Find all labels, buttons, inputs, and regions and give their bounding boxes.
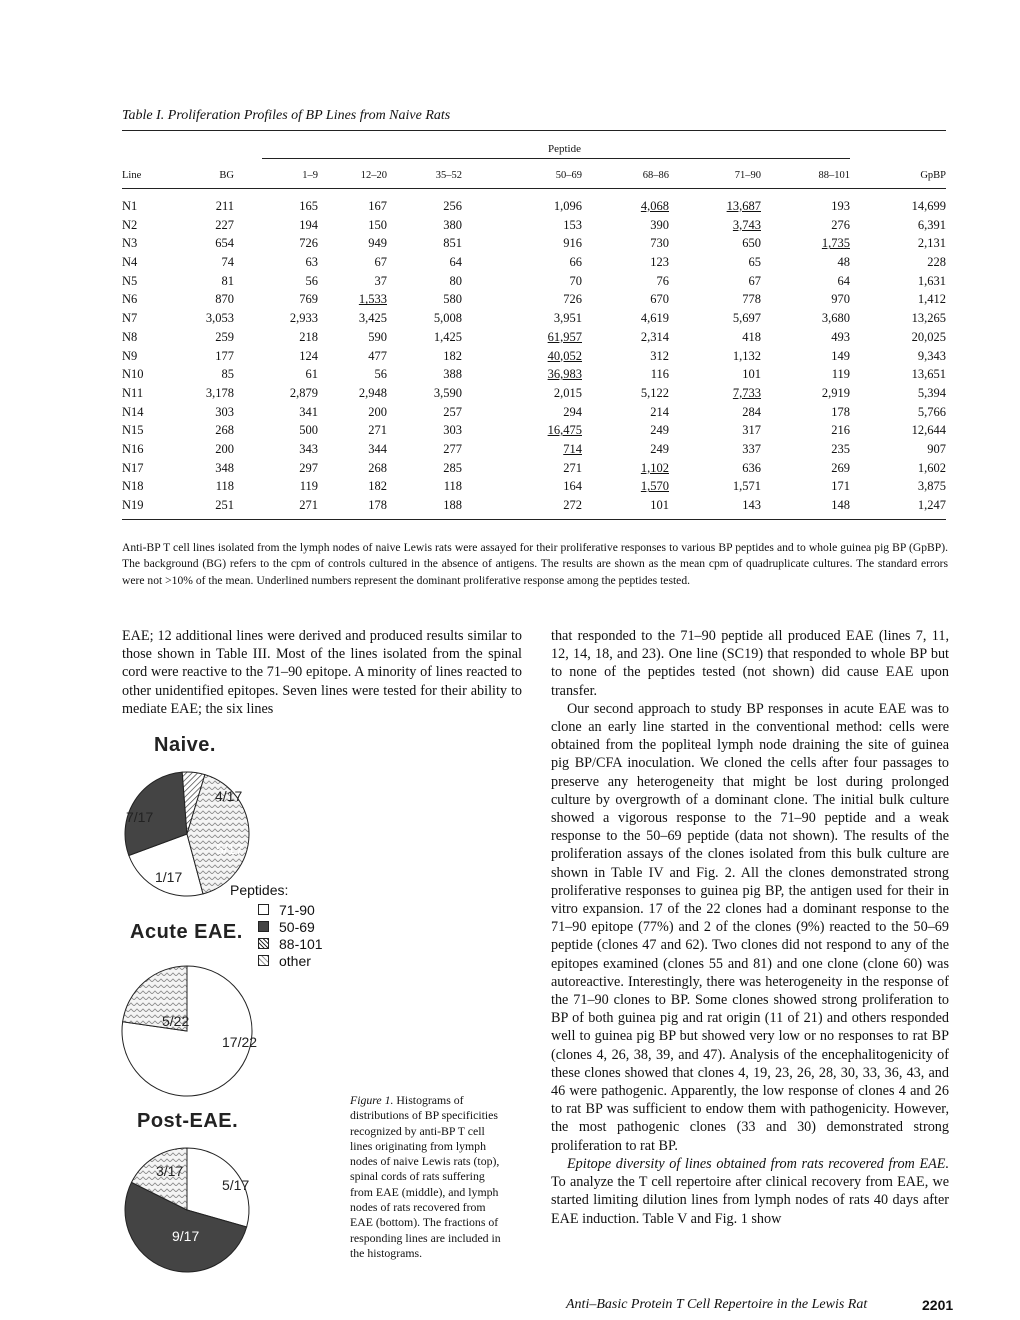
column-header: 71–90 [734,170,761,181]
left-column-text [122,627,522,718]
value-cell: 56 [305,273,318,288]
figure-1 [110,730,350,1290]
table-row [122,349,946,368]
line-cell: N6 [122,292,138,307]
line-cell: N8 [122,329,138,344]
value-cell: 769 [299,292,318,307]
section-subheading: Epitope diversity of lines obtained from rats recovered from EAE. [567,1155,949,1172]
value-cell: 312 [650,348,669,363]
value-cell: 580 [443,292,462,307]
value-cell: 228 [927,255,946,270]
value-cell: 388 [443,367,462,382]
column-header: 88–101 [818,170,850,181]
value-cell: 1,412 [917,292,946,307]
table-row [122,199,946,218]
value-cell: 256 [443,199,462,213]
value-cell: 200 [215,441,234,456]
right-paragraph-1: that responded to the 71–90 peptide all produced EAE (lines 7, 11, 12, 14, 18, and 23). One line (SC19) that responded to whole BP but to none of the peptides tested (not shown) did cause EAE upon transfer. [551,628,949,699]
value-cell: 101 [650,498,669,512]
value-cell: 276 [831,217,850,232]
column-header: GpBP [920,170,946,181]
value-cell: 269 [831,460,850,475]
value-cell: 285 [443,460,462,475]
value-cell: 5,697 [732,311,761,326]
value-cell: 970 [831,292,850,307]
line-cell: N16 [122,441,144,456]
line-cell: N18 [122,479,144,494]
value-cell: 171 [831,479,850,494]
value-cell: 670 [650,292,669,307]
value-cell: 1,570 [640,479,669,494]
value-cell: 477 [368,348,387,363]
value-cell: 268 [368,460,387,475]
value-cell: 200 [368,404,387,419]
naive-slice-label: 1/17 [155,869,183,885]
column-header: 12–20 [360,170,387,181]
value-cell: 65 [748,255,761,270]
value-cell: 500 [299,423,318,438]
value-cell: 67 [374,255,387,270]
value-cell: 284 [742,404,761,419]
line-cell: N5 [122,273,138,288]
value-cell: 2,015 [553,385,582,400]
value-cell: 726 [299,236,318,251]
value-cell: 337 [742,441,761,456]
value-cell: 178 [368,498,387,512]
value-cell: 249 [650,441,669,456]
value-cell: 4,619 [640,311,669,326]
value-cell: 188 [443,498,462,512]
value-cell: 63 [305,255,318,270]
value-cell: 916 [563,236,582,251]
value-cell: 178 [831,404,850,419]
value-cell: 167 [368,199,387,213]
value-cell: 271 [368,423,387,438]
value-cell: 294 [563,404,582,419]
value-cell: 317 [742,423,761,438]
line-cell: N4 [122,255,138,270]
value-cell: 216 [831,423,850,438]
right-column-text [551,627,949,1228]
table-row [122,367,946,386]
value-cell: 2,933 [289,311,318,326]
value-cell: 7,733 [732,385,761,400]
figure-caption-label: Figure 1. [350,1093,394,1107]
value-cell: 124 [299,348,318,363]
value-cell: 235 [831,441,850,456]
value-cell: 303 [215,404,234,419]
column-header: 35–52 [435,170,462,181]
value-cell: 5,008 [433,311,462,326]
value-cell: 259 [215,329,234,344]
value-cell: 81 [221,273,234,288]
value-cell: 654 [215,236,234,251]
value-cell: 390 [650,217,669,232]
value-cell: 249 [650,423,669,438]
value-cell: 182 [368,479,387,494]
value-cell: 3,053 [205,311,234,326]
value-cell: 343 [299,441,318,456]
value-cell: 3,425 [358,311,387,326]
value-cell: 40,052 [547,348,582,363]
value-cell: 149 [831,348,850,363]
value-cell: 257 [443,404,462,419]
table-bottom-rule [122,519,946,520]
right-paragraph-3-body: To analyze the T cell repertoire after clinical recovery from EAE, we started limiting dilution lines from lymph nodes of rats 40 days after EAE induction. Table V and Fig. 1 show [551,1174,949,1227]
line-cell: N3 [122,236,138,251]
table-row [122,405,946,424]
value-cell: 268 [215,423,234,438]
column-header: 50–69 [555,170,582,181]
value-cell: 119 [831,367,850,382]
value-cell: 949 [368,236,387,251]
figure-caption [350,1093,508,1261]
post-title: Post-EAE. [137,1110,239,1132]
line-cell: N15 [122,423,144,438]
value-cell: 119 [299,479,318,494]
value-cell: 150 [368,217,387,232]
value-cell: 2,879 [289,385,318,400]
value-cell: 5,122 [640,385,669,400]
line-cell: N11 [122,385,144,400]
table-row [122,292,946,311]
column-header: 1–9 [302,170,318,181]
value-cell: 14,699 [911,199,946,213]
value-cell: 907 [927,441,946,456]
value-cell: 1,571 [732,479,761,494]
peptide-rule [262,158,850,159]
value-cell: 348 [215,460,234,475]
value-cell: 3,178 [205,385,234,400]
pie-charts [110,730,350,1290]
value-cell: 13,651 [911,367,946,382]
value-cell: 271 [563,460,582,475]
value-cell: 118 [215,479,234,494]
legend-label: other [279,952,311,969]
value-cell: 80 [449,273,462,288]
value-cell: 636 [742,460,761,475]
value-cell: 5,394 [917,385,946,400]
value-cell: 1,602 [917,460,946,475]
table-row [122,255,946,274]
line-cell: N17 [122,460,144,475]
value-cell: 251 [215,498,234,512]
value-cell: 3,590 [433,385,462,400]
line-cell: N10 [122,367,144,382]
value-cell: 64 [449,255,462,270]
value-cell: 3,680 [821,311,850,326]
value-cell: 778 [742,292,761,307]
value-cell: 227 [215,217,234,232]
value-cell: 20,025 [911,329,946,344]
value-cell: 118 [443,479,462,494]
table-row [122,218,946,237]
table-row [122,274,946,293]
legend-label: 88-101 [279,935,323,952]
value-cell: 1,533 [358,292,387,307]
value-cell: 101 [742,367,761,382]
post-slice-label: 5/17 [222,1177,250,1193]
value-cell: 193 [831,199,850,213]
value-cell: 67 [748,273,761,288]
value-cell: 6,391 [917,217,946,232]
value-cell: 344 [368,441,387,456]
table-row [122,461,946,480]
value-cell: 1,247 [917,498,946,512]
value-cell: 194 [299,217,318,232]
value-cell: 2,948 [358,385,387,400]
value-cell: 214 [650,404,669,419]
value-cell: 1,096 [553,199,582,213]
value-cell: 12,644 [911,423,946,438]
column-header: Line [122,170,142,181]
value-cell: 3,951 [553,311,582,326]
value-cell: 5,766 [917,404,946,419]
legend-label: 50-69 [279,918,315,935]
value-cell: 218 [299,329,318,344]
acute-title: Acute EAE. [130,921,243,943]
value-cell: 16,475 [547,423,582,438]
value-cell: 116 [650,367,669,382]
value-cell: 153 [563,217,582,232]
post-slice-label: 9/17 [172,1228,200,1244]
acute-slice-label: 17/22 [222,1034,258,1050]
value-cell: 66 [569,255,582,270]
right-paragraph-2: Our second approach to study BP responses in acute EAE was to clone an early line started in the conventional method: cells were obtained from the popliteal lymph node draining the site of guinea pig BP/CFA inoculation. We cloned the cells after four passages to preserve any heterogeneity that might be lost during prolonged culture by overgrowth of a dominant clone. The initial bulk culture showed a vigorous response to the 71–90 peptide and a weak response to the 50–69 peptide (data not shown). The results of the proliferation assays of the clones isolated from this bulk culture are shown in Table IV and Fig. 2. All the clones demonstrated strong proliferative responses to guinea pig BP, the antigen used for their in vitro expansion. 17 of the 22 clones had a dominant response to the 71–90 epitope (77%) and 2 of the clones (9%) reacted to the 50–69 peptide (clones 47 and 62). Two clones did not respond to any of the epitopes examined (clones 55 and 81) and one clone (clone 60) was autoreactive. Interestingly, there was heterogeneity in the response of the 71–90 clones to BP. Some clones showed strong proliferation to BP of both guinea pig and rat origin (11 of 21) and others responded well to guinea pig BP but showed very low or no responses to rat BP (clones 4, 26, 38, 39, and 47). Analysis of the encephalitogenicity of these clones showed that clones 4, 19, 23, 26, 28, 30, 33, 36, 43, and 46 were pathogenic. Apparently, the low response of clones 4 and 26 to rat BP was sufficient to endow them with pathogenicity. However, the most pathogenic clones (33 and 30) demonstrated strong proliferation to rat BP. [551,700,949,1154]
value-cell: 123 [650,255,669,270]
line-cell: N2 [122,217,138,232]
value-cell: 13,265 [911,311,946,326]
value-cell: 1,631 [917,273,946,288]
value-cell: 3,743 [732,217,761,232]
value-cell: 70 [569,273,582,288]
left-paragraph: EAE; 12 additional lines were derived and produced results similar to those shown in Table III. Most of the lines isolated from the spinal cord were reactive to the 71–90 epitope. A minority of lines reacted to other unidentified epitopes. Seven lines were tested for their ability to mediate EAE; the six lines [122,628,522,717]
value-cell: 85 [221,367,234,382]
naive-slice-label: 7/17 [126,809,154,825]
value-cell: 493 [831,329,850,344]
value-cell: 726 [563,292,582,307]
table-row [122,311,946,330]
value-cell: 1,425 [433,329,462,344]
value-cell: 9,343 [917,348,946,363]
table-top-rule [122,130,946,131]
value-cell: 1,132 [732,348,761,363]
figure-caption-text: Histograms of distributions of BP specificities recognized by anti-BP T cell lines originating from lymph nodes of naive Lewis rats (top), spinal cords of rats suffering from EAE (middle), and lymph nodes of rats recovered from EAE (bottom). The fractions of responding lines are included in the histograms. [350,1093,501,1260]
value-cell: 164 [563,479,582,494]
naive-title: Naive. [154,734,216,756]
value-cell: 13,687 [726,199,761,213]
page-number: 2201 [922,1297,954,1313]
value-cell: 4,068 [640,199,669,213]
acute-slice-label: 5/22 [162,1013,190,1029]
value-cell: 48 [837,255,850,270]
value-cell: 2,314 [640,329,669,344]
legend-label: 71-90 [279,901,315,918]
value-cell: 1,735 [821,236,850,251]
right-paragraph-3 [551,1155,949,1228]
value-cell: 271 [299,498,318,512]
table-row [122,442,946,461]
value-cell: 418 [742,329,761,344]
table-caption: Table I. Proliferation Profiles of BP Lines from Naive Rats [122,108,451,123]
value-cell: 211 [215,199,234,213]
proliferation-table [122,170,946,520]
value-cell: 297 [299,460,318,475]
value-cell: 272 [563,498,582,512]
value-cell: 74 [221,255,234,270]
value-cell: 148 [831,498,850,512]
peptide-group-label: Peptide [548,143,581,155]
value-cell: 380 [443,217,462,232]
table-row [122,479,946,498]
value-cell: 3,875 [917,479,946,494]
line-cell: N1 [122,199,138,213]
value-cell: 2,919 [821,385,850,400]
value-cell: 64 [837,273,850,288]
value-cell: 1,102 [640,460,669,475]
value-cell: 76 [656,273,669,288]
value-cell: 36,983 [547,367,582,382]
table-row [122,330,946,349]
value-cell: 177 [215,348,234,363]
table-footnote: Anti-BP T cell lines isolated from the lymph nodes of naive Lewis rats were assayed for their proliferative responses to various BP peptides and to whole guinea pig BP (GpBP). The background (BG) refers to the cpm of controls cultured in the absence of antigens. The results are shown as the mean cpm of quadruplicate cultures. The standard errors were not >10% of the mean. Underlined numbers represent the dominant proliferative response among the peptides tested. [122,541,948,587]
value-cell: 730 [650,236,669,251]
table-row [122,423,946,442]
table-row [122,386,946,405]
value-cell: 303 [443,423,462,438]
running-title: Anti–Basic Protein T Cell Repertoire in the Lewis Rat [566,1297,868,1312]
value-cell: 851 [443,236,462,251]
naive-slice-label: 5/17 [216,841,244,857]
value-cell: 61 [305,367,318,382]
value-cell: 870 [215,292,234,307]
value-cell: 341 [299,404,318,419]
line-cell: N9 [122,348,138,363]
table-row [122,236,946,255]
value-cell: 143 [742,498,761,512]
value-cell: 2,131 [917,236,946,251]
line-cell: N19 [122,498,144,512]
value-cell: 182 [443,348,462,363]
value-cell: 714 [563,441,582,456]
legend-title: Peptides: [230,882,289,898]
table-header-row [122,170,946,184]
column-header: BG [219,170,234,181]
value-cell: 277 [443,441,462,456]
value-cell: 650 [742,236,761,251]
value-cell: 56 [374,367,387,382]
line-cell: N14 [122,404,144,419]
header-rule [122,188,946,189]
value-cell: 165 [299,199,318,213]
naive-slice-label: 4/17 [215,788,243,804]
value-cell: 590 [368,329,387,344]
line-cell: N7 [122,311,138,326]
value-cell: 37 [374,273,387,288]
table-row [122,498,946,517]
column-header: 68–86 [642,170,669,181]
post-slice-label: 3/17 [156,1163,184,1179]
value-cell: 61,957 [547,329,582,344]
